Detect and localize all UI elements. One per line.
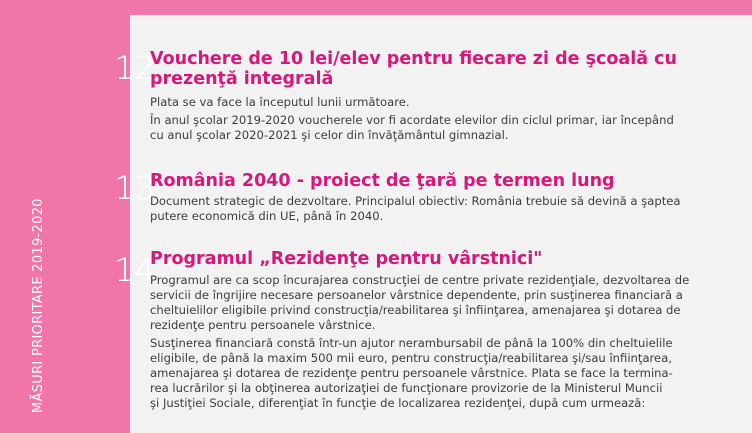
- measure-paragraph: putere economică din UE, până în 2040.: [150, 209, 384, 223]
- measure-number: 14: [114, 251, 155, 289]
- measure-paragraph: Programul are ca scop încurajarea construcţiei de centre private rezidenţiale, dezvoltarea de: [150, 273, 690, 287]
- measure-paragraph: şi Justiţiei Sociale, diferenţiat în funcţie de localizarea rezidenţei, după cum urmează:: [150, 396, 646, 410]
- measure-title: România 2040 - proiect de ţară pe termen lung: [150, 171, 615, 191]
- measure-title: [150, 49, 730, 89]
- measure-number: 13: [114, 169, 155, 207]
- measure-number: 12: [114, 49, 155, 87]
- measure-paragraph: cu anul şcolar 2020-2021 şi celor din învăţământul gimnazial.: [150, 128, 509, 142]
- sidebar-vertical-label: MĂSURI PRIORITARE 2019-2020: [31, 198, 46, 413]
- measure-paragraph: Susţinerea financiară constă într-un ajutor nerambursabil de până la 100% din cheltuielile: [150, 336, 673, 350]
- measure-paragraph: eligibile, de până la maxim 500 mii euro, pentru construcţia/reabilitarea şi/sau înfiinţarea,: [150, 351, 672, 365]
- measure-title-line: prezenţă integrală: [150, 69, 334, 89]
- measure-paragraph: În anul şcolar 2019-2020 voucherele vor fi acordate elevilor din ciclul primar, iar începând: [150, 113, 674, 127]
- measure-paragraph: servicii de îngrijire necesare persoanelor vârstnice dependente, prin susţinerea financiară a: [150, 288, 683, 302]
- measure-paragraph: Plata se va face la începutul lunii următoare.: [150, 95, 410, 109]
- measure-title: Programul „Rezidenţe pentru vârstnici": [150, 249, 543, 269]
- measure-paragraph: amenajarea şi dotarea de rezidenţe pentru persoanele vârstnice. Plata se face la termina-: [150, 366, 673, 380]
- measure-title-line: Vouchere de 10 lei/elev pentru fiecare zi de şcoală cu: [150, 49, 677, 69]
- measure-paragraph: Document strategic de dezvoltare. Principalul obiectiv: România trebuie să devină a şaptea: [150, 194, 681, 208]
- measure-paragraph: cheltuielilor eligibile privind construcţia/reabilitarea şi înfiinţarea, amenajarea şi dotarea de: [150, 303, 681, 317]
- measure-paragraph: rea lucrărilor şi la obţinerea autorizaţiei de funcţionare provizorie de la Ministerul Muncii: [150, 381, 663, 395]
- measure-paragraph: rezidenţe pentru persoanele vârstnice.: [150, 318, 376, 332]
- document-page: [114, 15, 752, 433]
